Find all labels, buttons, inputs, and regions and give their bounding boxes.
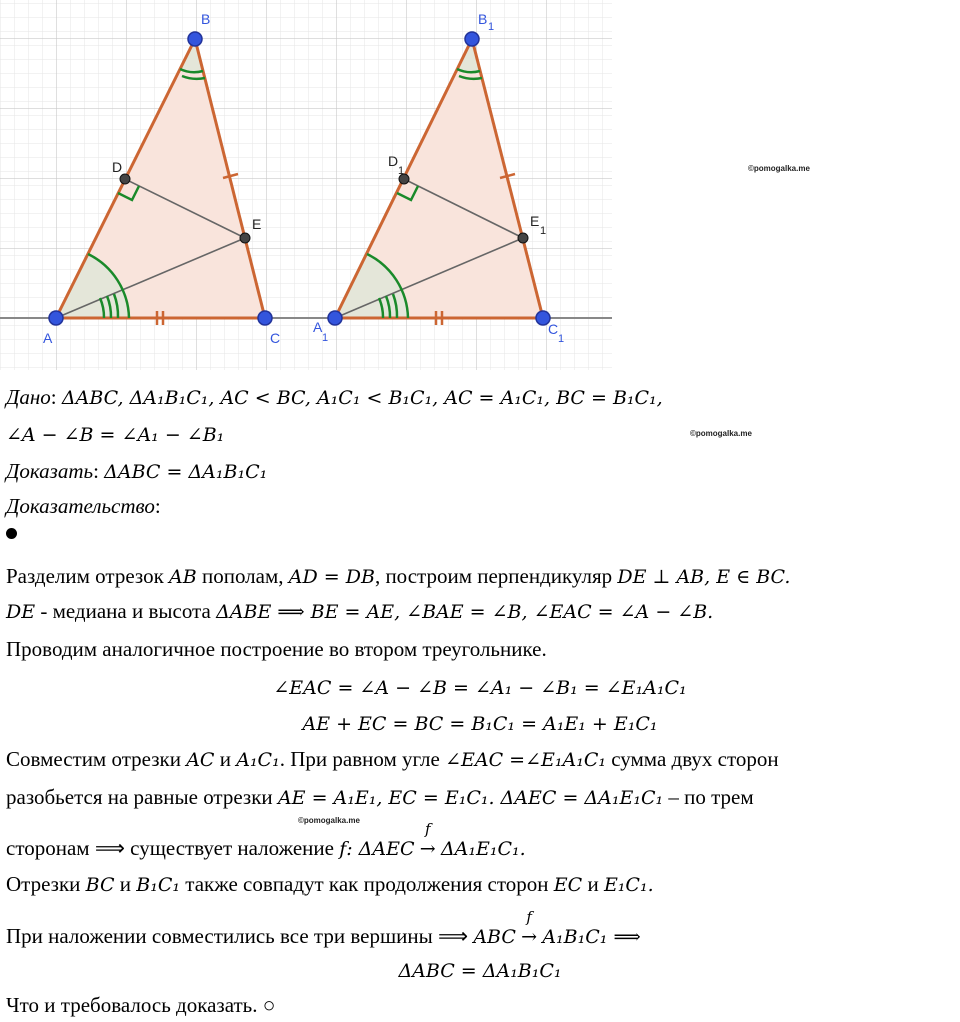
- text: Совместим отрезки: [6, 747, 181, 771]
- arrow: →: [521, 926, 538, 948]
- math: AD = DB: [288, 566, 375, 588]
- text: сумма двух сторон: [611, 747, 779, 771]
- text: сторонам ⟹ существует наложение: [6, 836, 334, 860]
- math: DE: [6, 601, 36, 623]
- math: ΔABE ⟹ BE = AE, ∠BAE = ∠B, ∠EAC = ∠A − ∠B.: [216, 601, 714, 623]
- text: и: [119, 872, 132, 896]
- text: также совпадут как продолжения сторон: [185, 872, 549, 896]
- math: ABC: [473, 926, 516, 948]
- math: ∠EAC =∠E₁A₁C₁: [445, 749, 606, 771]
- text: - медиана и высота: [40, 599, 211, 623]
- math: AB: [169, 566, 197, 588]
- text: При наложении совместились все три вершины ⟹: [6, 924, 469, 948]
- equation-1: [0, 673, 960, 702]
- label-b1: B: [478, 11, 488, 27]
- math: A₁C₁: [236, 749, 280, 771]
- text: и: [219, 747, 231, 771]
- label-e1: E: [530, 213, 540, 229]
- label-e1-sub: 1: [540, 225, 547, 237]
- given-line-2: [6, 420, 224, 449]
- prove-statement: ΔABC = ΔA₁B₁C₁: [104, 461, 268, 483]
- prove-label: Доказать: [6, 459, 94, 483]
- given-line-1: [6, 383, 663, 412]
- math: B₁C₁: [136, 874, 181, 896]
- math: BC: [85, 874, 115, 896]
- text: Отрезки: [6, 872, 81, 896]
- label-b1-sub: 1: [488, 21, 495, 33]
- math: DE ⊥ AB, E ∈ BC.: [617, 566, 791, 588]
- proof-colon: :: [154, 494, 161, 518]
- text: пополам,: [201, 564, 284, 588]
- math: ΔA₁E₁C₁.: [440, 838, 526, 860]
- geometry-figure: [0, 0, 612, 370]
- label-c1: C: [548, 321, 559, 337]
- math: ∠EAC = ∠A − ∠B = ∠A₁ − ∠B₁ = ∠E₁A₁C₁: [273, 677, 687, 699]
- watermark: ©pomogalka.me: [690, 429, 752, 438]
- label-d1: D: [388, 153, 399, 169]
- mapping-arrow: [419, 820, 436, 863]
- label-c1-sub: 1: [558, 333, 565, 345]
- label-a1-sub: 1: [322, 332, 329, 344]
- arrow: →: [419, 838, 436, 860]
- text: – по трем: [668, 785, 754, 809]
- proof-line-5: [6, 783, 754, 812]
- text: . При равном угле: [279, 747, 440, 771]
- text: Проводим аналогичное построение во втором треугольнике.: [6, 637, 547, 661]
- proof-line-2: [6, 597, 713, 626]
- given-math-2: ∠A − ∠B = ∠A₁ − ∠B₁: [6, 424, 225, 446]
- proof-line-7: [6, 870, 654, 899]
- proof-line-8: [6, 908, 641, 951]
- proof-end: [6, 991, 275, 1019]
- proof-heading: [6, 492, 161, 520]
- given-label: Дано: [6, 385, 51, 409]
- proof-line-4: [6, 745, 779, 774]
- math: E₁C₁.: [603, 874, 654, 896]
- equation-2: [0, 709, 960, 738]
- label-c: C: [270, 330, 281, 346]
- watermark: ©pomogalka.me: [748, 164, 810, 173]
- math: AC: [186, 749, 215, 771]
- label-d: D: [112, 159, 123, 175]
- text: , построим перпендикуляр: [374, 564, 613, 588]
- math: AE = A₁E₁, EC = E₁C₁. ΔAEC = ΔA₁E₁C₁: [277, 787, 664, 809]
- mapping-arrow: [521, 908, 538, 951]
- text: Что и требовалось доказать. ○: [6, 993, 276, 1017]
- mapping-label: f: [526, 908, 532, 926]
- proof-line-3: [6, 635, 547, 663]
- label-b: B: [201, 11, 211, 27]
- label-e: E: [252, 216, 262, 232]
- mapping-label: f: [424, 820, 431, 838]
- given-colon: :: [50, 385, 57, 409]
- equation-3: [0, 956, 960, 985]
- label-d1-sub: 1: [398, 165, 405, 177]
- math: A₁B₁C₁ ⟹: [542, 926, 641, 948]
- prove-colon: :: [93, 459, 99, 483]
- label-a1: A: [313, 319, 323, 335]
- watermark: ©pomogalka.me: [298, 816, 360, 825]
- text: разобьется на равные отрезки: [6, 785, 273, 809]
- text: Разделим отрезок: [6, 564, 164, 588]
- math: ΔABC = ΔA₁B₁C₁: [398, 960, 562, 982]
- given-math-1: ΔABC, ΔA₁B₁C₁, AC < BC, A₁C₁ < B₁C₁, AC = A₁C₁, BC = B₁C₁,: [61, 387, 663, 409]
- text: и: [587, 872, 599, 896]
- label-a: A: [43, 330, 53, 346]
- bullet: [6, 528, 17, 539]
- prove-line: [6, 457, 267, 486]
- math: f: ΔAEC: [339, 838, 415, 860]
- math: AE + EC = BC = B₁C₁ = A₁E₁ + E₁C₁: [302, 713, 658, 735]
- math: EC: [553, 874, 583, 896]
- proof-label: Доказательство: [6, 494, 155, 518]
- proof-line-1: [6, 562, 790, 591]
